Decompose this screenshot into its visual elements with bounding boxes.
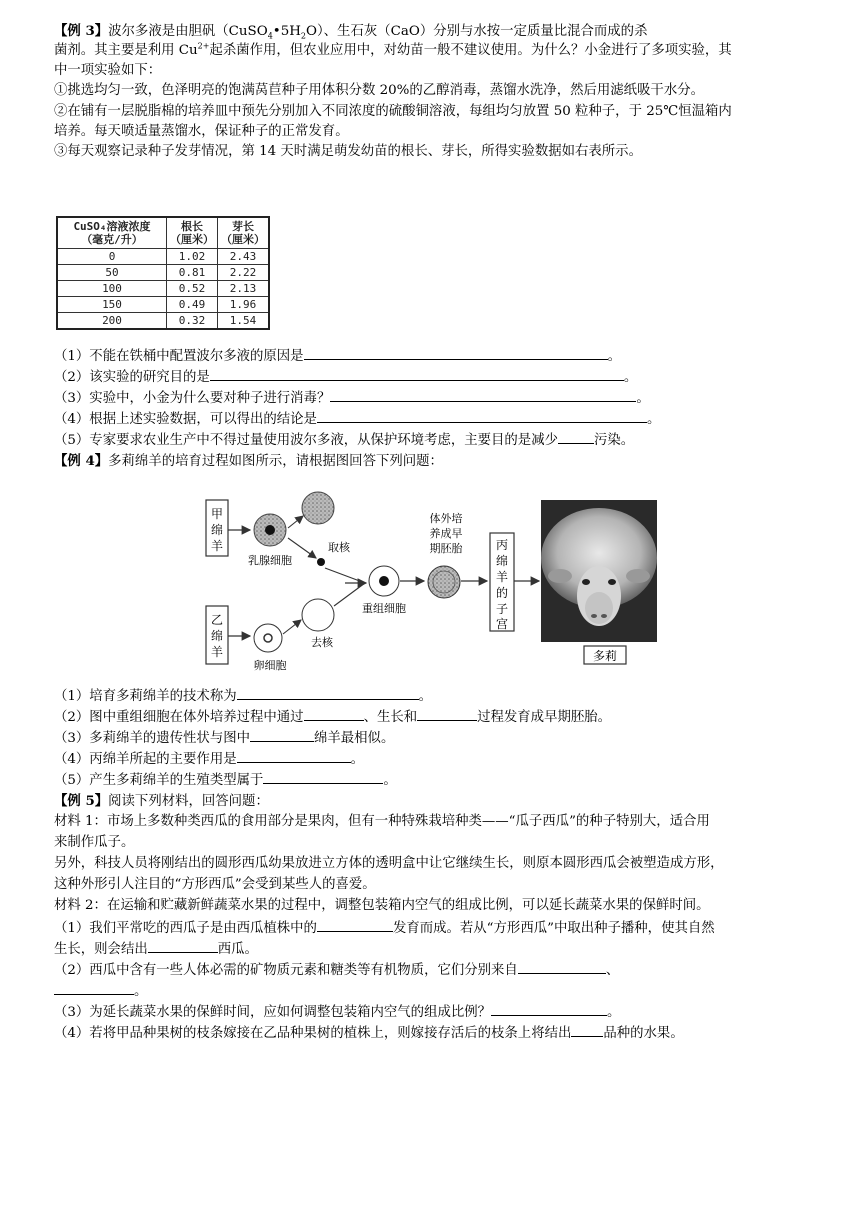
sheep-a-char: 羊 xyxy=(210,539,224,553)
sheep-c-char: 的 xyxy=(495,586,509,600)
question-text: （3）为延长蔬菜水果的保鲜时间，应如何调整包装箱内空气的组成比例？ xyxy=(54,1005,492,1020)
answer-blank[interactable] xyxy=(518,961,606,974)
question-text: （2）图中重组细胞在体外培养过程中通过 xyxy=(54,710,304,725)
cell-concentration: 50 xyxy=(57,265,167,281)
answer-blank[interactable] xyxy=(317,919,393,932)
table-row xyxy=(57,265,269,281)
sheep-b-char: 羊 xyxy=(210,645,224,659)
period: 。 xyxy=(383,773,397,788)
header-concentration xyxy=(57,217,167,249)
sheep-c-char: 宫 xyxy=(495,617,509,631)
text: •5H xyxy=(272,24,301,39)
cytoplasm-cell-icon xyxy=(302,492,334,524)
question-text: 污染。 xyxy=(593,433,635,448)
answer-blank[interactable] xyxy=(304,708,364,721)
answer-blank[interactable] xyxy=(491,1003,607,1016)
sheep-a-box xyxy=(206,500,228,556)
ex3-q5 xyxy=(54,431,634,450)
ex4-q4 xyxy=(54,750,364,769)
header-sprout-length xyxy=(218,217,270,249)
question-text: （1）不能在铁桶中配置波尔多液的原因是 xyxy=(54,349,304,364)
ex5-q4 xyxy=(54,1024,684,1043)
ex5-material1-line2: 来制作瓜子。 xyxy=(54,835,135,850)
header-text: CuSO₄溶液浓度 xyxy=(73,220,151,233)
cell-root: 1.02 xyxy=(167,249,218,265)
ex4-q3 xyxy=(54,729,394,748)
header-text: 根长 xyxy=(181,220,203,233)
extracted-nucleus-icon xyxy=(317,558,325,566)
period: 。 xyxy=(418,689,432,704)
cell-root: 0.81 xyxy=(167,265,218,281)
dolly-sheep-photo xyxy=(541,500,657,642)
question-text: 发育而成。若从“方形西瓜”中取出种子播种，使其自然 xyxy=(392,921,715,936)
period: 。 xyxy=(646,412,661,427)
mammary-cell-label: 乳腺细胞 xyxy=(248,554,292,567)
ex5-tag: 【例 5】 xyxy=(54,793,109,809)
recombined-cell-label: 重组细胞 xyxy=(362,602,406,615)
text: 波尔多液是由胆矾（CuSO xyxy=(108,24,268,39)
text: 起杀菌作用，但农业应用中，对幼苗一般不建议使用。为什么？小金进行了多项实验，其 xyxy=(209,43,732,58)
ex3-q3 xyxy=(54,389,650,408)
ex3-q2 xyxy=(54,368,637,387)
ex3-step2b: 培养。每天喷适量蒸馏水，保证种子的正常发育。 xyxy=(54,124,349,139)
question-text: （5）专家要求农业生产中不得过量使用波尔多液，从保护环境考虑，主要目的是减少 xyxy=(54,433,558,448)
sheep-c-char: 子 xyxy=(495,602,509,616)
culture-label-line1: 体外培 xyxy=(429,512,463,525)
ex3-step1: ①挑选均匀一致，色泽明亮的饱满莴苣种子用体积分数 20%的乙醇消毒，蒸馏水洗净，然后用滤纸吸干水分。 xyxy=(54,83,704,98)
period: 。 xyxy=(607,1005,621,1020)
sheep-b-char: 乙 xyxy=(210,613,224,627)
ex5-intro xyxy=(54,792,269,811)
answer-blank[interactable] xyxy=(263,771,383,784)
ex5-material1-line3: 另外，科技人员将刚结出的圆形西瓜幼果放进立方体的透明盒中让它继续生长，则原本圆形西瓜会被塑造成方形， xyxy=(54,856,724,871)
sheep-b-char: 绵 xyxy=(210,629,224,643)
header-unit: （毫克/升） xyxy=(81,233,143,246)
ex3-tag: 【例 3】 xyxy=(54,23,109,39)
answer-blank[interactable] xyxy=(330,389,636,402)
ex5-q1-line2 xyxy=(54,940,258,959)
period: 。 xyxy=(134,984,148,999)
ex5-material1-line1: 材料 1：市场上多数种类西瓜的食用部分是果肉，但有一种特殊栽培种类——“瓜子西瓜”的种子特别大，适合用 xyxy=(54,814,710,829)
header-unit: （厘米） xyxy=(170,233,214,246)
culture-label-line3: 期胚胎 xyxy=(429,542,463,555)
cell-sprout: 1.96 xyxy=(218,297,270,313)
ex3-line3: 中一项实验如下： xyxy=(54,63,162,78)
answer-blank[interactable] xyxy=(54,982,134,995)
ex5-q2-line1 xyxy=(54,961,619,980)
egg-cell-label: 卵细胞 xyxy=(253,659,287,672)
cell-sprout: 2.22 xyxy=(218,265,270,281)
table-header-row xyxy=(57,217,269,249)
sheep-a-char: 绵 xyxy=(210,523,224,537)
ex5-q3 xyxy=(54,1003,620,1022)
cell-concentration: 200 xyxy=(57,313,167,330)
table-row xyxy=(57,281,269,297)
answer-blank[interactable] xyxy=(250,729,314,742)
sheep-a-char: 甲 xyxy=(210,507,224,521)
cell-concentration: 150 xyxy=(57,297,167,313)
ex3-q1 xyxy=(54,347,621,366)
ex3-step3: ③每天观察记录种子发芽情况，第 14 天时满足萌发幼苗的根长、芽长，所得实验数据如右表所示。 xyxy=(54,144,642,159)
text: 阅读下列材料，回答问题： xyxy=(108,794,269,809)
ex4-q2 xyxy=(54,708,611,727)
recombined-nucleus-icon xyxy=(379,576,389,586)
question-text: （2）西瓜中含有一些人体必需的矿物质元素和糖类等有机物质，它们分别来自 xyxy=(54,963,518,978)
ex5-material1-line4: 这种外形引人注目的“方形西瓜”会受到某些人的喜爱。 xyxy=(54,877,376,892)
cell-sprout: 1.54 xyxy=(218,313,270,330)
ex5-q2-line2 xyxy=(54,982,147,1001)
answer-blank[interactable] xyxy=(558,431,594,444)
ex4-q1 xyxy=(54,687,432,706)
period: 。 xyxy=(607,349,621,364)
subscript: 4 xyxy=(267,31,273,41)
cell-sprout: 2.43 xyxy=(218,249,270,265)
sheep-c-char: 羊 xyxy=(495,570,509,584)
ex4-q5 xyxy=(54,771,397,790)
copper-sulfate-table xyxy=(56,216,270,330)
header-unit: （厘米） xyxy=(221,233,265,246)
dolly-label: 多莉 xyxy=(592,649,618,663)
period: 。 xyxy=(623,370,638,385)
question-text: （4）丙绵羊所起的主要作用是 xyxy=(54,752,237,767)
cell-root: 0.32 xyxy=(167,313,218,330)
answer-blank[interactable] xyxy=(237,687,419,700)
egg-nucleus-icon xyxy=(264,634,272,642)
period: 。 xyxy=(350,752,364,767)
text: 多莉绵羊的培育过程如图所示，请根据图回答下列问题： xyxy=(108,454,443,469)
cell-concentration: 0 xyxy=(57,249,167,265)
answer-blank[interactable] xyxy=(317,410,647,423)
cell-root: 0.49 xyxy=(167,297,218,313)
answer-blank[interactable] xyxy=(148,940,218,953)
answer-blank[interactable] xyxy=(571,1024,603,1037)
question-text: 西瓜。 xyxy=(217,942,258,957)
question-text: （2）该实验的研究目的是 xyxy=(54,370,210,385)
ex5-material2: 材料 2：在运输和贮藏新鲜蔬菜水果的过程中，调整包装箱内空气的组成比例，可以延长蔬菜水果的保鲜时间。 xyxy=(54,898,710,913)
period: 。 xyxy=(636,391,650,406)
text: 菌剂。其主要是利用 Cu xyxy=(54,43,198,58)
question-text: 过程发育成早期胚胎。 xyxy=(477,710,612,725)
question-text: （5）产生多莉绵羊的生殖类型属于 xyxy=(54,773,264,788)
question-text: （4）若将甲品种果树的枝条嫁接在乙品种果树的植株上，则嫁接存活后的枝条上将结出 xyxy=(54,1026,572,1041)
ex3-step2a: ②在铺有一层脱脂棉的培养皿中预先分别加入不同浓度的硫酸铜溶液，每组均匀放置 50 粒种子，于 25℃恒温箱内 xyxy=(54,104,732,119)
table-row xyxy=(57,249,269,265)
question-text: 、生长和 xyxy=(363,710,418,725)
question-text: 生长，则会结出 xyxy=(54,942,148,957)
question-text: 绵羊最相似。 xyxy=(314,731,395,746)
answer-blank[interactable] xyxy=(417,708,477,721)
table-row xyxy=(57,297,269,313)
take-nucleus-label: 取核 xyxy=(328,541,350,554)
cell-concentration: 100 xyxy=(57,281,167,297)
cell-sprout: 2.13 xyxy=(218,281,270,297)
ex4-tag: 【例 4】 xyxy=(54,453,109,469)
ex3-line1 xyxy=(54,22,647,41)
superscript: 2+ xyxy=(197,41,210,51)
ex3-q4 xyxy=(54,410,660,429)
enucleated-egg-icon xyxy=(302,599,334,631)
nucleus-icon xyxy=(265,525,275,535)
sheep-b-box xyxy=(206,606,228,664)
ex3-line2 xyxy=(54,42,732,60)
ex4-intro xyxy=(54,452,443,471)
header-text: 芽长 xyxy=(232,220,254,233)
table-row xyxy=(57,313,269,330)
dolly-cloning-diagram xyxy=(0,478,860,703)
question-text: 、 xyxy=(605,963,620,978)
remove-nucleus-label: 去核 xyxy=(311,636,333,649)
subscript: 2 xyxy=(300,31,306,41)
sheep-c-char: 绵 xyxy=(495,554,509,568)
question-text: （4）根据上述实验数据，可以得出的结论是 xyxy=(54,412,317,427)
sheep-c-uterus-box xyxy=(490,533,514,631)
question-text: （3）实验中，小金为什么要对种子进行消毒？ xyxy=(54,391,331,406)
culture-label-line2: 养成早 xyxy=(429,527,463,540)
question-text: （3）多莉绵羊的遗传性状与图中 xyxy=(54,731,250,746)
question-text: 品种的水果。 xyxy=(603,1026,684,1041)
header-root-length xyxy=(167,217,218,249)
text: O）、生石灰（CaO）分别与水按一定质量比混合而成的杀 xyxy=(306,24,648,39)
answer-blank[interactable] xyxy=(237,750,351,763)
cell-root: 0.52 xyxy=(167,281,218,297)
question-text: （1）我们平常吃的西瓜子是由西瓜植株中的 xyxy=(54,921,317,936)
answer-blank[interactable] xyxy=(304,347,608,360)
sheep-c-char: 丙 xyxy=(495,538,509,552)
question-text: （1）培育多莉绵羊的技术称为 xyxy=(54,689,237,704)
ex5-q1-line1 xyxy=(54,919,715,938)
answer-blank[interactable] xyxy=(210,368,624,381)
